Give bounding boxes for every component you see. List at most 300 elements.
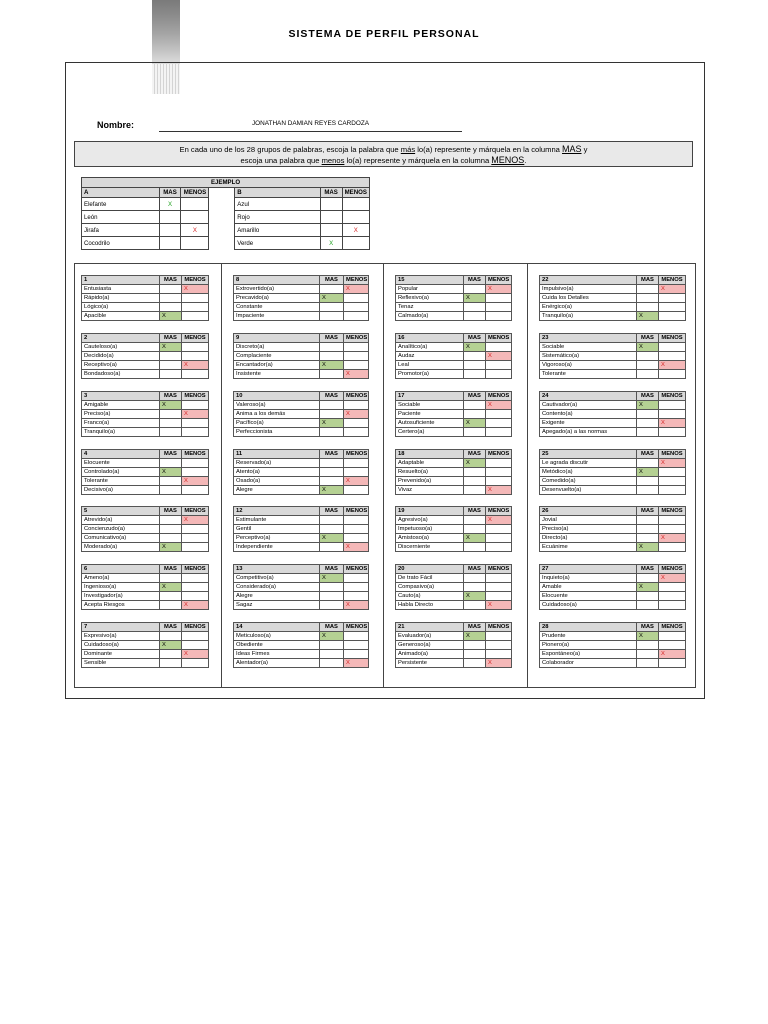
word-label: Exigente <box>540 419 637 428</box>
menos-cell[interactable] <box>182 312 209 321</box>
mas-cell[interactable]: X <box>637 583 659 592</box>
menos-cell[interactable] <box>486 477 512 486</box>
menos-cell[interactable] <box>344 294 369 303</box>
group-number: 26 <box>540 507 637 516</box>
mas-cell[interactable]: X <box>320 361 344 370</box>
menos-cell[interactable]: X <box>182 477 209 486</box>
menos-cell[interactable]: X <box>486 352 512 361</box>
menos-cell[interactable] <box>659 477 686 486</box>
mas-cell[interactable] <box>320 428 344 437</box>
menos-cell[interactable] <box>182 583 209 592</box>
mas-cell[interactable] <box>464 285 486 294</box>
word-label: Vigoroso(a) <box>540 361 637 370</box>
menos-cell[interactable]: X <box>182 285 209 294</box>
menos-cell[interactable] <box>344 303 369 312</box>
group-header <box>396 392 512 401</box>
group-number: 21 <box>396 623 464 632</box>
group-header <box>540 507 686 516</box>
mas-cell[interactable] <box>637 361 659 370</box>
mas-cell[interactable] <box>160 632 182 641</box>
menos-cell[interactable] <box>486 525 512 534</box>
mas-cell[interactable] <box>320 312 344 321</box>
mas-cell[interactable] <box>160 419 182 428</box>
menos-header: MENOS <box>486 623 512 632</box>
word-label: Perfeccionista <box>234 428 320 437</box>
mas-cell[interactable] <box>160 410 182 419</box>
menos-cell[interactable]: X <box>659 419 686 428</box>
mas-cell[interactable] <box>320 659 344 668</box>
menos-cell[interactable] <box>486 343 512 352</box>
word-label: Bondadoso(a) <box>82 370 160 379</box>
menos-cell[interactable]: X <box>344 410 369 419</box>
menos-cell[interactable] <box>344 428 369 437</box>
word-label: Audaz <box>396 352 464 361</box>
word-label: Amigable <box>82 401 160 410</box>
mas-cell[interactable] <box>637 641 659 650</box>
menos-cell[interactable] <box>182 486 209 495</box>
mas-cell[interactable] <box>464 574 486 583</box>
menos-cell[interactable] <box>659 312 686 321</box>
menos-cell[interactable] <box>182 543 209 552</box>
mas-cell[interactable] <box>320 468 344 477</box>
word-label: Sociable <box>396 401 464 410</box>
menos-cell[interactable] <box>344 592 369 601</box>
word-row <box>396 641 512 650</box>
menos-cell[interactable] <box>659 583 686 592</box>
mas-cell[interactable] <box>464 486 486 495</box>
word-group-5 <box>81 506 209 552</box>
mas-cell[interactable] <box>160 534 182 543</box>
menos-cell[interactable] <box>182 534 209 543</box>
mas-cell[interactable] <box>464 401 486 410</box>
menos-cell[interactable] <box>344 401 369 410</box>
menos-cell[interactable] <box>486 312 512 321</box>
mas-cell[interactable] <box>464 650 486 659</box>
menos-cell[interactable]: X <box>659 650 686 659</box>
menos-cell[interactable] <box>659 303 686 312</box>
menos-cell[interactable] <box>344 486 369 495</box>
mas-cell[interactable] <box>464 312 486 321</box>
mas-cell[interactable]: X <box>160 543 182 552</box>
menos-cell[interactable] <box>659 525 686 534</box>
word-label: Habla Directo <box>396 601 464 610</box>
mas-cell[interactable] <box>320 601 344 610</box>
mas-cell[interactable] <box>320 352 344 361</box>
mas-cell[interactable]: X <box>637 543 659 552</box>
mas-cell[interactable] <box>160 601 182 610</box>
menos-cell[interactable] <box>486 592 512 601</box>
mas-cell[interactable] <box>637 352 659 361</box>
menos-header: MENOS <box>486 276 512 285</box>
menos-cell[interactable] <box>486 583 512 592</box>
menos-cell[interactable]: X <box>182 601 209 610</box>
menos-cell[interactable] <box>486 650 512 659</box>
word-label: Discreto(a) <box>234 343 320 352</box>
menos-cell[interactable] <box>182 632 209 641</box>
menos-cell[interactable] <box>344 583 369 592</box>
menos-cell[interactable] <box>659 343 686 352</box>
group-number: 20 <box>396 565 464 574</box>
menos-cell[interactable] <box>659 401 686 410</box>
group-number: 17 <box>396 392 464 401</box>
menos-cell[interactable]: X <box>344 370 369 379</box>
word-label: Paciente <box>396 410 464 419</box>
menos-cell[interactable] <box>486 419 512 428</box>
word-row <box>234 525 369 534</box>
instr-text: lo(a) represente y márquela en la columna <box>344 156 492 165</box>
menos-cell[interactable]: X <box>486 516 512 525</box>
mas-cell[interactable] <box>637 294 659 303</box>
mas-cell[interactable] <box>320 592 344 601</box>
mas-cell[interactable] <box>637 534 659 543</box>
mas-cell[interactable] <box>320 477 344 486</box>
mas-cell[interactable] <box>637 486 659 495</box>
menos-cell[interactable] <box>182 468 209 477</box>
mas-cell[interactable] <box>160 486 182 495</box>
menos-cell[interactable] <box>486 459 512 468</box>
word-label: Alegre <box>234 592 320 601</box>
mas-cell[interactable]: X <box>320 632 344 641</box>
menos-cell[interactable] <box>344 352 369 361</box>
group-number: 7 <box>82 623 160 632</box>
group-number: 6 <box>82 565 160 574</box>
mas-cell[interactable]: X <box>464 294 486 303</box>
mas-cell[interactable] <box>637 303 659 312</box>
mas-header: MAS <box>637 565 659 574</box>
menos-cell[interactable]: X <box>659 459 686 468</box>
mas-cell[interactable] <box>320 543 344 552</box>
mas-cell[interactable] <box>160 525 182 534</box>
mas-cell[interactable] <box>320 401 344 410</box>
menos-cell[interactable]: X <box>659 534 686 543</box>
mas-cell[interactable] <box>160 459 182 468</box>
word-label: Gentil <box>234 525 320 534</box>
menos-cell[interactable] <box>182 574 209 583</box>
mas-cell[interactable]: X <box>464 343 486 352</box>
mas-cell[interactable] <box>637 650 659 659</box>
mas-cell[interactable] <box>464 303 486 312</box>
instructions-box <box>74 141 693 167</box>
mas-cell[interactable] <box>160 659 182 668</box>
mas-cell[interactable]: X <box>464 592 486 601</box>
word-label: Analítico(a) <box>396 343 464 352</box>
word-label: Ameno(a) <box>82 574 160 583</box>
menos-cell[interactable] <box>344 419 369 428</box>
mas-cell[interactable]: X <box>160 641 182 650</box>
menos-cell[interactable] <box>486 468 512 477</box>
menos-header: MENOS <box>486 507 512 516</box>
mas-cell[interactable] <box>320 370 344 379</box>
mas-cell[interactable] <box>637 459 659 468</box>
menos-cell[interactable] <box>659 592 686 601</box>
menos-cell[interactable]: X <box>486 659 512 668</box>
menos-cell[interactable]: X <box>182 650 209 659</box>
mas-cell[interactable]: X <box>464 534 486 543</box>
menos-cell[interactable] <box>659 294 686 303</box>
mas-header: MAS <box>160 507 182 516</box>
mas-cell[interactable] <box>160 352 182 361</box>
word-group-15 <box>395 275 512 321</box>
menos-header: MENOS <box>344 623 369 632</box>
menos-cell[interactable] <box>659 410 686 419</box>
menos-cell[interactable] <box>182 401 209 410</box>
word-label: Cuidadoso(a) <box>540 601 637 610</box>
menos-cell[interactable] <box>344 312 369 321</box>
word-label: Enérgico(a) <box>540 303 637 312</box>
menos-cell[interactable] <box>659 543 686 552</box>
menos-cell[interactable] <box>182 428 209 437</box>
mas-cell[interactable]: X <box>464 419 486 428</box>
menos-cell[interactable] <box>182 641 209 650</box>
word-label: Elocuente <box>82 459 160 468</box>
menos-cell[interactable] <box>182 659 209 668</box>
mas-cell[interactable]: X <box>637 312 659 321</box>
word-row <box>234 361 369 370</box>
word-group-27 <box>539 564 686 610</box>
mas-cell[interactable] <box>464 525 486 534</box>
mas-cell[interactable] <box>160 477 182 486</box>
menos-cell[interactable] <box>659 428 686 437</box>
word-label: Impetuoso(a) <box>396 525 464 534</box>
word-label: Tolerante <box>540 370 637 379</box>
mas-cell[interactable] <box>464 659 486 668</box>
mas-cell[interactable] <box>637 410 659 419</box>
menos-cell[interactable] <box>344 534 369 543</box>
mas-cell[interactable] <box>464 477 486 486</box>
mas-cell[interactable] <box>464 361 486 370</box>
mas-cell[interactable]: X <box>637 468 659 477</box>
mas-cell[interactable]: X <box>464 459 486 468</box>
mas-cell[interactable] <box>637 419 659 428</box>
menos-cell[interactable] <box>182 459 209 468</box>
menos-cell[interactable] <box>182 294 209 303</box>
mas-cell[interactable] <box>320 410 344 419</box>
mas-cell[interactable] <box>637 659 659 668</box>
menos-cell[interactable]: X <box>486 486 512 495</box>
example-row <box>82 224 370 237</box>
mas-cell[interactable] <box>160 428 182 437</box>
menos-cell[interactable] <box>182 303 209 312</box>
word-label: Animado(a) <box>396 650 464 659</box>
menos-cell[interactable]: X <box>659 361 686 370</box>
mas-cell[interactable] <box>637 516 659 525</box>
mas-cell[interactable]: X <box>637 632 659 641</box>
menos-cell[interactable] <box>486 428 512 437</box>
word-row <box>396 294 512 303</box>
menos-cell[interactable] <box>659 516 686 525</box>
mas-cell[interactable] <box>464 352 486 361</box>
mas-cell[interactable] <box>160 303 182 312</box>
word-row <box>82 294 209 303</box>
menos-cell[interactable] <box>344 459 369 468</box>
mas-cell[interactable]: X <box>637 343 659 352</box>
mas-cell[interactable] <box>160 592 182 601</box>
mas-cell[interactable] <box>637 601 659 610</box>
group-header <box>540 623 686 632</box>
mas-cell[interactable]: X <box>637 401 659 410</box>
menos-cell[interactable]: X <box>344 285 369 294</box>
mas-cell[interactable] <box>464 370 486 379</box>
mas-cell[interactable]: X <box>320 486 344 495</box>
mas-cell[interactable]: X <box>160 312 182 321</box>
word-row <box>396 516 512 525</box>
menos-cell[interactable] <box>486 632 512 641</box>
menos-cell[interactable] <box>486 303 512 312</box>
mas-cell[interactable] <box>160 370 182 379</box>
menos-cell[interactable] <box>344 516 369 525</box>
example-mas-cell: X <box>320 237 342 250</box>
mas-cell[interactable] <box>320 459 344 468</box>
menos-cell[interactable] <box>344 343 369 352</box>
word-label: Rápido(a) <box>82 294 160 303</box>
group-header <box>234 334 369 343</box>
mas-header: MAS <box>160 623 182 632</box>
mas-cell[interactable] <box>160 516 182 525</box>
mas-cell[interactable] <box>637 477 659 486</box>
word-row <box>234 370 369 379</box>
word-group-12 <box>233 506 369 552</box>
mas-cell[interactable] <box>320 650 344 659</box>
word-group-1 <box>81 275 209 321</box>
mas-cell[interactable] <box>320 303 344 312</box>
mas-cell[interactable]: X <box>160 401 182 410</box>
menos-cell[interactable] <box>659 659 686 668</box>
menos-cell[interactable] <box>486 361 512 370</box>
mas-cell[interactable]: X <box>464 632 486 641</box>
menos-cell[interactable] <box>659 486 686 495</box>
menos-cell[interactable] <box>344 525 369 534</box>
mas-cell[interactable]: X <box>160 583 182 592</box>
mas-cell[interactable] <box>320 516 344 525</box>
menos-cell[interactable] <box>182 352 209 361</box>
mas-cell[interactable] <box>160 285 182 294</box>
mas-cell[interactable]: X <box>320 294 344 303</box>
menos-cell[interactable]: X <box>182 361 209 370</box>
menos-cell[interactable] <box>182 525 209 534</box>
mas-cell[interactable]: X <box>160 468 182 477</box>
menos-cell[interactable]: X <box>344 477 369 486</box>
menos-cell[interactable]: X <box>486 601 512 610</box>
menos-cell[interactable] <box>486 534 512 543</box>
mas-cell[interactable]: X <box>320 574 344 583</box>
menos-cell[interactable] <box>182 343 209 352</box>
menos-cell[interactable]: X <box>659 285 686 294</box>
menos-cell[interactable]: X <box>344 659 369 668</box>
menos-cell[interactable] <box>486 370 512 379</box>
word-label: Colaborador <box>540 659 637 668</box>
menos-cell[interactable] <box>659 352 686 361</box>
mas-cell[interactable] <box>160 294 182 303</box>
menos-cell[interactable] <box>486 294 512 303</box>
mas-cell[interactable] <box>637 574 659 583</box>
mas-cell[interactable] <box>464 543 486 552</box>
menos-cell[interactable]: X <box>344 601 369 610</box>
menos-cell[interactable] <box>344 632 369 641</box>
mas-cell[interactable] <box>464 583 486 592</box>
mas-cell[interactable] <box>637 370 659 379</box>
mas-cell[interactable] <box>320 641 344 650</box>
instr-emphasis-menos: menos <box>321 156 345 165</box>
menos-cell[interactable]: X <box>659 574 686 583</box>
menos-cell[interactable] <box>344 361 369 370</box>
menos-cell[interactable] <box>182 592 209 601</box>
mas-cell[interactable] <box>320 343 344 352</box>
mas-cell[interactable] <box>320 525 344 534</box>
mas-cell[interactable] <box>637 428 659 437</box>
word-row <box>82 486 209 495</box>
menos-cell[interactable]: X <box>486 285 512 294</box>
mas-cell[interactable] <box>464 428 486 437</box>
group-header <box>82 450 209 459</box>
mas-cell[interactable]: X <box>320 419 344 428</box>
word-row <box>82 401 209 410</box>
word-row <box>82 361 209 370</box>
mas-cell[interactable] <box>637 525 659 534</box>
menos-cell[interactable] <box>486 574 512 583</box>
mas-cell[interactable] <box>464 516 486 525</box>
mas-cell[interactable] <box>160 574 182 583</box>
menos-cell[interactable]: X <box>344 543 369 552</box>
word-row <box>540 401 686 410</box>
menos-cell[interactable] <box>344 468 369 477</box>
menos-cell[interactable] <box>344 650 369 659</box>
mas-cell[interactable] <box>320 285 344 294</box>
word-group-2 <box>81 333 209 379</box>
menos-cell[interactable] <box>659 632 686 641</box>
group-number: 13 <box>234 565 320 574</box>
mas-cell[interactable]: X <box>160 343 182 352</box>
word-row <box>396 370 512 379</box>
menos-cell[interactable] <box>486 543 512 552</box>
example-menos-cell: X <box>342 224 369 237</box>
menos-cell[interactable] <box>659 601 686 610</box>
mas-cell[interactable]: X <box>320 534 344 543</box>
mas-header: MAS <box>320 565 344 574</box>
menos-cell[interactable] <box>344 574 369 583</box>
word-label: Expresivo(a) <box>82 632 160 641</box>
instr-text: y <box>581 145 588 154</box>
word-label: Acepta Riesgos <box>82 601 160 610</box>
menos-cell[interactable] <box>182 370 209 379</box>
menos-cell[interactable] <box>659 468 686 477</box>
word-row <box>234 632 369 641</box>
menos-header: MENOS <box>182 565 209 574</box>
menos-cell[interactable] <box>344 641 369 650</box>
menos-cell[interactable]: X <box>486 401 512 410</box>
mas-cell[interactable] <box>637 285 659 294</box>
menos-header: MENOS <box>344 392 369 401</box>
menos-header: MENOS <box>486 334 512 343</box>
mas-cell[interactable] <box>160 361 182 370</box>
mas-cell[interactable] <box>464 410 486 419</box>
mas-cell[interactable] <box>464 601 486 610</box>
name-field[interactable]: JONATHAN DAMIAN REYES CARDOZA <box>159 120 462 132</box>
mas-cell[interactable] <box>464 641 486 650</box>
menos-cell[interactable]: X <box>182 516 209 525</box>
menos-cell[interactable] <box>182 419 209 428</box>
menos-cell[interactable] <box>659 641 686 650</box>
mas-cell[interactable] <box>637 592 659 601</box>
menos-cell[interactable] <box>486 410 512 419</box>
mas-cell[interactable] <box>320 583 344 592</box>
menos-cell[interactable] <box>659 370 686 379</box>
word-label: Sagaz <box>234 601 320 610</box>
mas-cell[interactable] <box>464 468 486 477</box>
mas-cell[interactable] <box>160 650 182 659</box>
menos-cell[interactable] <box>486 641 512 650</box>
menos-cell[interactable]: X <box>182 410 209 419</box>
word-label: Metódico(a) <box>540 468 637 477</box>
